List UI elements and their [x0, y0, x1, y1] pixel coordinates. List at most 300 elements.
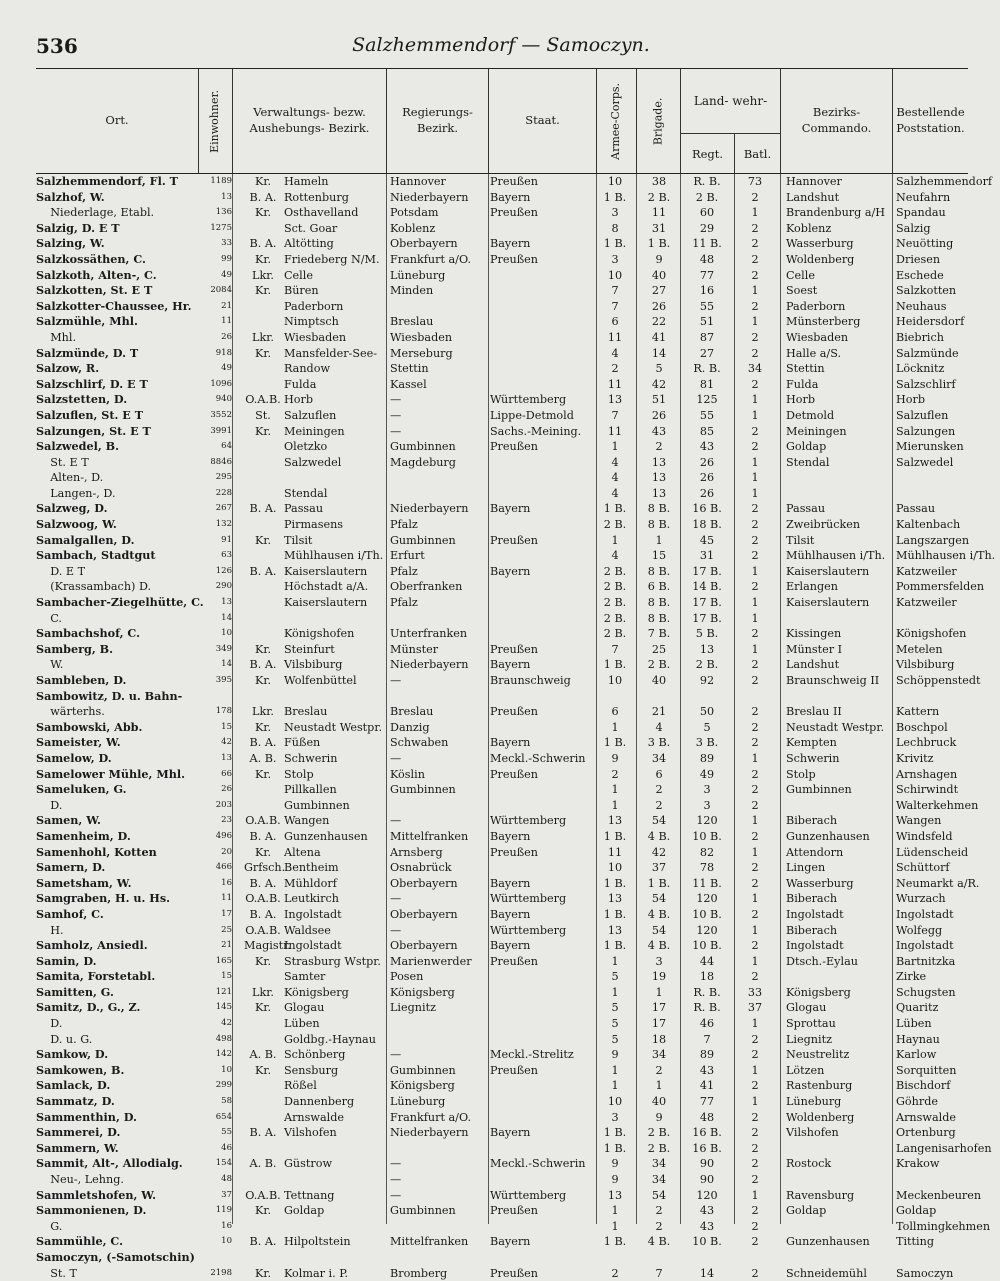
battalion-cell: 1	[751, 596, 759, 610]
admin-district-cell: Schönberg	[284, 1048, 346, 1062]
district-type-cell: St.	[255, 408, 271, 422]
regiment-cell: 77	[699, 1095, 715, 1109]
army-corps-cell: 13	[607, 1188, 623, 1202]
government-district-cell: Gumbinnen	[390, 533, 456, 547]
place-name-cell: Salzschlirf, D. E T	[36, 376, 148, 391]
place-name-cell: St. E T	[36, 455, 89, 469]
state-cell: Bayern	[490, 1235, 531, 1249]
population-cell: 203	[215, 799, 232, 810]
admin-district-cell: Wiesbaden	[284, 330, 347, 344]
brigade-cell: 6	[655, 767, 663, 781]
brigade-cell: 26	[651, 299, 667, 313]
government-district-cell: Oberbayern	[390, 876, 458, 890]
table-row	[36, 1172, 968, 1188]
table-row	[36, 1078, 968, 1094]
regiment-cell: 31	[699, 549, 715, 563]
regiment-cell: 50	[699, 705, 715, 719]
army-corps-cell: 13	[607, 923, 623, 937]
brigade-cell: 37	[651, 861, 667, 875]
table-row	[36, 642, 968, 658]
regiment-cell: 14 B.	[692, 580, 722, 594]
admin-district-cell: Hameln	[284, 175, 329, 188]
state-cell: Preußen	[490, 767, 539, 781]
table-row	[36, 813, 968, 829]
post-station-cell: Schöppenstedt	[896, 674, 981, 687]
table-row	[36, 548, 996, 564]
regiment-cell: 43	[699, 1219, 715, 1233]
post-station-cell: Schüttorf	[896, 861, 950, 875]
state-cell: Preußen	[490, 533, 539, 547]
header-bezirks-commando: Bezirks- Commando.	[780, 69, 892, 173]
table-row	[36, 1234, 968, 1250]
population-cell: 42	[221, 737, 232, 748]
regiment-cell: 29	[699, 221, 715, 235]
army-corps-cell: 7	[611, 642, 619, 656]
army-corps-cell: 4	[611, 471, 619, 485]
government-district-cell: Erfurt	[390, 549, 425, 563]
government-district-cell: —	[390, 1157, 402, 1171]
battalion-cell: 1	[751, 284, 759, 298]
post-station-cell: Heidersdorf	[896, 315, 965, 329]
population-cell: 46	[221, 1142, 232, 1153]
regiment-cell: 43	[699, 1204, 715, 1218]
district-command-cell: Braunschweig II	[786, 674, 880, 687]
army-corps-cell: 1 B.	[603, 907, 627, 921]
population-cell: 25	[221, 924, 232, 935]
brigade-cell: 14	[651, 346, 667, 360]
district-type-cell: Grfsch.	[244, 861, 286, 875]
admin-district-cell: Hilpoltstein	[284, 1235, 351, 1249]
district-type-cell: Kr.	[254, 1266, 272, 1280]
battalion-cell: 2	[751, 1048, 759, 1062]
district-type-cell: A. B.	[249, 1157, 277, 1171]
admin-district-cell: Rößel	[284, 1079, 317, 1093]
battalion-cell: 1	[751, 393, 759, 407]
place-name-cell: Sambleben, D.	[36, 673, 127, 687]
state-cell: Meckl.-Schwerin	[490, 751, 586, 765]
population-cell: 16	[221, 877, 232, 888]
brigade-cell: 15	[651, 549, 667, 563]
post-station-cell: Pommersfelden	[896, 580, 985, 594]
table-row	[36, 595, 968, 611]
district-command-cell: Neustadt Westpr.	[786, 720, 885, 734]
battalion-cell: 1	[751, 455, 759, 469]
post-station-cell: Eschede	[896, 268, 944, 282]
table-row	[36, 1266, 968, 1281]
district-command-cell: Zweibrücken	[786, 518, 861, 532]
government-district-cell: Frankfurt a/O.	[390, 252, 472, 266]
place-name-cell: Samalgallen, D.	[36, 532, 135, 547]
post-station-cell: Königshofen	[896, 627, 967, 641]
regiment-cell: R. B.	[693, 362, 721, 376]
post-station-cell: Meckenbeuren	[896, 1188, 982, 1202]
district-type-cell: Kr.	[254, 533, 272, 547]
district-command-cell: Erlangen	[786, 580, 838, 594]
district-type-cell: B. A.	[249, 736, 277, 750]
army-corps-cell: 1	[611, 1219, 619, 1233]
place-name-cell: Mhl.	[36, 330, 77, 344]
government-district-cell: Königsberg	[390, 1079, 455, 1093]
table-row	[36, 346, 968, 362]
state-cell: Preußen	[490, 206, 539, 220]
post-station-cell: Vilsbiburg	[896, 658, 955, 672]
army-corps-cell: 2 B.	[603, 518, 627, 532]
government-district-cell: Hannover	[390, 175, 446, 188]
district-type-cell: Kr.	[254, 1063, 272, 1077]
table-row	[36, 985, 968, 1001]
government-district-cell: Magdeburg	[390, 455, 456, 469]
admin-district-cell: Arnswalde	[284, 1110, 344, 1124]
state-cell: Preußen	[490, 954, 539, 968]
table-row	[36, 1125, 968, 1141]
district-command-cell: Wiesbaden	[786, 330, 849, 344]
brigade-cell: 6 B.	[647, 580, 671, 594]
battalion-cell: 2	[751, 1235, 759, 1249]
regiment-cell: 10 B.	[692, 1235, 722, 1249]
place-name-cell: Sammenthin, D.	[36, 1109, 137, 1124]
army-corps-cell: 4	[611, 346, 619, 360]
army-corps-cell: 7	[611, 284, 619, 298]
government-district-cell: Arnsberg	[390, 845, 443, 859]
post-station-cell: Driesen	[896, 252, 941, 266]
state-cell: Württemberg	[490, 1188, 567, 1202]
army-corps-cell: 9	[611, 751, 619, 765]
government-district-cell: —	[390, 892, 402, 906]
district-command-cell: Horb	[786, 393, 816, 407]
army-corps-cell: 9	[611, 1157, 619, 1171]
army-corps-cell: 1 B.	[603, 237, 627, 251]
regiment-cell: 120	[696, 923, 718, 937]
district-command-cell: Halle a/S.	[786, 346, 842, 360]
page-title: Salzhemmendorf — Samoczyn.	[352, 34, 650, 56]
population-cell: 918	[215, 347, 232, 358]
post-station-cell: Goldap	[896, 1204, 937, 1218]
post-station-cell: Göhrde	[896, 1095, 939, 1109]
place-name-cell: Samen, W.	[36, 813, 101, 828]
header-regierung: Regierungs- Bezirk.	[386, 69, 488, 173]
population-cell: 63	[221, 550, 232, 561]
district-command-cell: Lüneburg	[786, 1095, 842, 1109]
state-cell: Meckl.-Strelitz	[490, 1048, 574, 1062]
place-name-cell: Samin, D.	[36, 953, 97, 968]
army-corps-cell: 1 B.	[603, 502, 627, 516]
regiment-cell: 16 B.	[692, 1126, 722, 1140]
place-name-cell: Salzig, D. E T	[36, 220, 120, 235]
place-name-cell: Salzkotter-Chaussee, Hr.	[36, 298, 192, 313]
regiment-cell: 92	[699, 674, 715, 687]
regiment-cell: 11 B.	[692, 237, 722, 251]
table-row	[36, 704, 968, 720]
district-command-cell: Landshut	[786, 658, 840, 672]
regiment-cell: 48	[699, 1110, 715, 1124]
government-district-cell: Stettin	[390, 362, 429, 376]
state-cell: Preußen	[490, 1266, 539, 1280]
district-type-cell: B. A.	[249, 658, 277, 672]
regiment-cell: 26	[699, 471, 715, 485]
army-corps-cell: 2 B.	[603, 627, 627, 641]
battalion-cell: 2	[751, 658, 759, 672]
table-row	[36, 501, 968, 517]
regiment-cell: R. B.	[693, 1001, 721, 1015]
battalion-cell: 2	[751, 190, 759, 204]
district-command-cell: Kaiserslautern	[786, 564, 870, 578]
army-corps-cell: 11	[607, 330, 623, 344]
state-cell: Bayern	[490, 658, 531, 672]
government-district-cell: Oberbayern	[390, 237, 458, 251]
government-district-cell: Osnabrück	[390, 861, 452, 875]
army-corps-cell: 3	[611, 206, 619, 220]
table-row	[36, 439, 968, 455]
post-station-cell: Salzwedel	[896, 455, 954, 469]
district-type-cell: Kr.	[254, 1001, 272, 1015]
regiment-cell: 2 B.	[695, 190, 719, 204]
government-district-cell: Köslin	[390, 767, 425, 781]
regiment-cell: 18 B.	[692, 518, 722, 532]
population-cell: 20	[221, 846, 232, 857]
brigade-cell: 2 B.	[647, 1141, 671, 1155]
brigade-cell: 1 B.	[647, 237, 671, 251]
district-command-cell: Gunzenhausen	[786, 829, 870, 843]
brigade-cell: 3	[655, 954, 663, 968]
regiment-cell: 17 B.	[692, 611, 722, 625]
admin-district-cell: Gumbinnen	[284, 798, 350, 812]
regiment-cell: 7	[703, 1032, 711, 1046]
table-row	[36, 611, 968, 627]
government-district-cell: Niederbayern	[390, 1126, 469, 1140]
brigade-cell: 11	[651, 206, 667, 220]
post-station-cell: Langszargen	[896, 533, 970, 547]
brigade-cell: 2 B.	[647, 1126, 671, 1140]
admin-district-cell: Glogau	[284, 1001, 325, 1015]
government-district-cell: Oberfranken	[390, 580, 463, 594]
regiment-cell: 44	[699, 954, 715, 968]
regiment-cell: 41	[699, 1079, 715, 1093]
battalion-cell: 2	[751, 1157, 759, 1171]
battalion-cell: 2	[751, 798, 759, 812]
post-station-cell: Mierunsken	[896, 440, 964, 454]
post-station-cell: Salzungen	[896, 424, 956, 438]
place-name-cell: D.	[36, 1017, 63, 1031]
table-row	[36, 361, 968, 377]
table-row	[36, 657, 968, 673]
admin-district-cell: Passau	[284, 502, 324, 516]
battalion-cell: 2	[751, 674, 759, 687]
army-corps-cell: 9	[611, 1173, 619, 1186]
battalion-cell: 1	[751, 1095, 759, 1109]
admin-district-cell: Nimptsch	[284, 315, 339, 329]
admin-district-cell: Oletzko	[284, 440, 328, 454]
army-corps-cell: 8	[611, 221, 619, 235]
regiment-cell: 16 B.	[692, 502, 722, 516]
government-district-cell: Gumbinnen	[390, 440, 456, 454]
admin-district-cell: Salzuflen	[284, 408, 337, 422]
population-cell: 136	[215, 207, 232, 218]
admin-district-cell: Füßen	[284, 736, 321, 750]
regiment-cell: 55	[699, 408, 715, 422]
regiment-cell: 82	[699, 845, 715, 859]
header-batl: Batl.	[734, 133, 780, 173]
army-corps-cell: 5	[611, 1001, 619, 1015]
state-cell: Preußen	[490, 175, 539, 188]
table-row	[36, 330, 968, 346]
brigade-cell: 4	[655, 720, 663, 734]
government-district-cell: Frankfurt a/O.	[390, 1110, 472, 1124]
regiment-cell: 89	[699, 751, 715, 765]
government-district-cell: Gumbinnen	[390, 1063, 456, 1077]
post-station-cell: Walterkehmen	[896, 798, 979, 812]
post-station-cell: Mühlhausen i/Th.	[896, 549, 996, 563]
army-corps-cell: 5	[611, 1032, 619, 1046]
table-row	[36, 174, 993, 190]
brigade-cell: 34	[651, 751, 667, 765]
brigade-cell: 18	[651, 1032, 667, 1046]
admin-district-cell: Waldsee	[284, 923, 331, 937]
district-command-cell: Lötzen	[786, 1063, 825, 1077]
district-command-cell: Koblenz	[786, 221, 832, 235]
district-command-cell: Neustrelitz	[786, 1048, 850, 1062]
table-row	[36, 517, 968, 533]
battalion-cell: 1	[751, 206, 759, 220]
place-name-cell: St. T	[36, 1266, 77, 1280]
state-cell: Württemberg	[490, 892, 567, 906]
population-cell: 13	[221, 191, 232, 202]
state-cell: Preußen	[490, 1204, 539, 1218]
regiment-cell: 17 B.	[692, 564, 722, 578]
admin-district-cell: Goldap	[284, 1204, 325, 1218]
battalion-cell: 2	[751, 252, 759, 266]
post-station-cell: Spandau	[896, 206, 946, 220]
population-cell: 21	[221, 940, 232, 951]
brigade-cell: 34	[651, 1173, 667, 1186]
admin-district-cell: Altötting	[284, 237, 334, 251]
district-command-cell: Rostock	[786, 1157, 832, 1171]
district-command-cell: Ingolstadt	[786, 939, 844, 953]
government-district-cell: Oberbayern	[390, 939, 458, 953]
regiment-cell: 10 B.	[692, 829, 722, 843]
admin-district-cell: Büren	[284, 284, 319, 298]
army-corps-cell: 13	[607, 814, 623, 828]
admin-district-cell: Mansfelder-See-	[284, 346, 378, 360]
district-command-cell: Tilsit	[786, 533, 815, 547]
brigade-cell: 3 B.	[647, 736, 671, 750]
post-station-cell: Karlow	[896, 1048, 937, 1062]
state-cell: Preußen	[490, 642, 539, 656]
place-name-cell: (Krassambach) D.	[36, 580, 152, 594]
government-district-cell: Gumbinnen	[390, 1204, 456, 1218]
battalion-cell: 2	[751, 299, 759, 313]
army-corps-cell: 1	[611, 954, 619, 968]
population-cell: 395	[215, 675, 232, 685]
government-district-cell: Posen	[390, 970, 424, 984]
government-district-cell: Schwaben	[390, 736, 449, 750]
place-name-cell: Sammerei, D.	[36, 1125, 121, 1140]
government-district-cell: Wiesbaden	[390, 330, 453, 344]
population-cell: 49	[221, 363, 232, 374]
table-row	[36, 969, 968, 985]
population-cell: 3552	[210, 409, 232, 420]
admin-district-cell: Lüben	[284, 1017, 320, 1031]
battalion-cell: 73	[747, 175, 763, 188]
battalion-cell: 37	[747, 1001, 763, 1015]
regiment-cell: 16 B.	[692, 1141, 722, 1155]
post-station-cell: Windsfeld	[896, 829, 953, 843]
place-name-cell: Salzmühle, Mhl.	[36, 314, 138, 329]
admin-district-cell: Goldbg.-Haynau	[284, 1032, 376, 1046]
place-name-cell: Salzwedel, B.	[36, 439, 120, 454]
government-district-cell: Kassel	[390, 377, 427, 391]
state-cell: Bayern	[490, 190, 531, 204]
district-command-cell: Königsberg	[786, 985, 851, 999]
brigade-cell: 5	[655, 362, 663, 376]
post-station-cell: Neufahrn	[896, 190, 951, 204]
battalion-cell: 2	[751, 1032, 759, 1046]
place-name-cell: Samern, D.	[36, 860, 106, 875]
header-verwaltung: Verwaltungs- bezw. Aushebungs- Bezirk.	[232, 69, 386, 173]
regiment-cell: 55	[699, 299, 715, 313]
army-corps-cell: 1 B.	[603, 658, 627, 672]
brigade-cell: 4 B.	[647, 1235, 671, 1249]
place-name-cell: Sambacher-Ziegelhütte, C.	[36, 595, 204, 610]
admin-district-cell: Kaiserslautern	[284, 596, 368, 610]
state-cell: Bayern	[490, 829, 531, 843]
place-name-cell: Salzstetten, D.	[36, 392, 128, 407]
regiment-cell: 90	[699, 1157, 715, 1171]
regiment-cell: 87	[699, 330, 715, 344]
regiment-cell: 78	[699, 861, 715, 875]
district-command-cell: Sprottau	[786, 1017, 836, 1031]
district-command-cell: Münsterberg	[786, 315, 861, 329]
post-station-cell: Salzkotten	[896, 284, 957, 298]
district-command-cell: Glogau	[786, 1001, 827, 1015]
brigade-cell: 40	[651, 268, 667, 282]
brigade-cell: 42	[651, 377, 667, 391]
population-cell: 498	[215, 1033, 232, 1044]
admin-district-cell: Strasburg Wstpr.	[284, 954, 381, 968]
government-district-cell: Marienwerder	[390, 954, 472, 968]
district-command-cell: Kempten	[786, 736, 837, 750]
regiment-cell: 89	[699, 1048, 715, 1062]
population-cell: 290	[215, 581, 232, 592]
battalion-cell: 2	[751, 720, 759, 734]
district-command-cell: Kaiserslautern	[786, 596, 870, 610]
battalion-cell: 2	[751, 970, 759, 984]
regiment-cell: R. B.	[693, 985, 721, 999]
population-cell: 10	[221, 1064, 232, 1075]
table-row	[36, 1032, 968, 1048]
population-cell: 14	[221, 659, 232, 670]
admin-district-cell: Güstrow	[284, 1157, 333, 1171]
regiment-cell: 26	[699, 455, 715, 469]
brigade-cell: 51	[651, 393, 667, 407]
brigade-cell: 8 B.	[647, 502, 671, 516]
table-row	[36, 735, 968, 751]
place-name-cell: Sammatz, D.	[36, 1094, 115, 1109]
government-district-cell: Potsdam	[390, 206, 439, 220]
regiment-cell: 26	[699, 486, 715, 500]
regiment-cell: 43	[699, 440, 715, 454]
header-einwohner: Einwohner.	[198, 69, 232, 173]
table-row	[36, 408, 968, 424]
government-district-cell: Pfalz	[390, 518, 418, 532]
battalion-cell: 2	[751, 783, 759, 797]
army-corps-cell: 1	[611, 533, 619, 547]
regiment-cell: 48	[699, 252, 715, 266]
admin-district-cell: Schwerin	[284, 751, 338, 765]
admin-district-cell: Stolp	[284, 767, 314, 781]
population-cell: 121	[215, 986, 232, 997]
district-command-cell: Gunzenhausen	[786, 1235, 870, 1249]
admin-district-cell: Vilsbiburg	[284, 658, 343, 672]
